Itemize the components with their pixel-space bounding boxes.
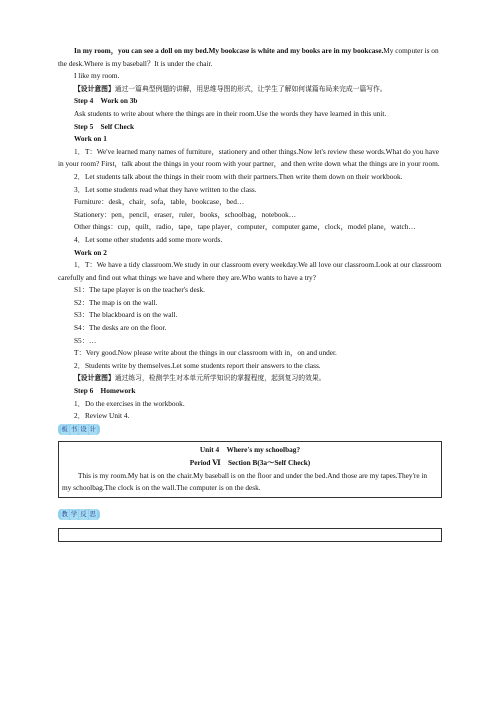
step4-text: Ask students to write about where the things are in their room.Use the words they have learned in this unit. <box>74 108 387 118</box>
reflection-heading <box>58 508 442 521</box>
work1-item: 3．Let some students read what they have written to the class. <box>74 184 257 194</box>
reflection-box[interactable] <box>58 528 442 542</box>
board-subtitle: Period Ⅵ Section B(3a～Self Check) <box>189 458 311 467</box>
board-design-box <box>58 441 442 497</box>
board-design-badge <box>58 424 100 435</box>
work2-item: 1．T：We have a tidy classroom.We study in our classroom every weekday.We all love our classroom.Look at our classroom carefully and find out what things we have and where they are.Who wants to have a try? <box>58 260 442 282</box>
design-intent-label: 【设计意图】 <box>74 84 115 93</box>
work1-item: Furniture：desk，chair，sofa，table，bookcase，bed… <box>74 197 245 207</box>
work1-item: 2．Let students talk about the things in their room with their partners.Then write them down on their workbook. <box>74 171 403 181</box>
badge-char: 教 <box>61 509 68 518</box>
design-intent-2 <box>58 372 442 385</box>
badge-char: 书 <box>70 424 78 433</box>
work1-item: 4．Let some other students add some more words. <box>74 234 223 244</box>
intro-bold-text: In my room，you can see a doll on my bed.My bookcase is white and my books are in my bookcase. <box>74 46 384 55</box>
badge-char: 计 <box>89 424 97 433</box>
work2-item: S1：The tape player is on the teacher's desk. <box>74 285 205 295</box>
step4-title: Step 4 Work on 3b <box>74 96 138 106</box>
work1-title: Work on 1 <box>74 134 107 144</box>
work1-item: Stationery：pen，pencil，eraser，ruler，books，schoolbag，notebook… <box>74 209 297 219</box>
badge-char: 板 <box>61 424 68 433</box>
work2-item: S4：The desks are on the floor. <box>74 323 167 333</box>
board-title: Unit 4 Where's my schoolbag? <box>199 445 301 455</box>
work1-item: 1．T：We've learned many names of furniture，stationery and other things.Now let's review these words.What do you have in your room? First，talk about the things in your room with your partner，and then write down what the things are in your room. <box>58 146 440 169</box>
work2-title: Work on 2 <box>74 247 107 257</box>
intro-closing: I like my room. <box>74 71 120 81</box>
work2-item: 2．Students write by themselves.Let some students report their answers to the class. <box>74 360 321 370</box>
badge-char: 反 <box>80 509 87 518</box>
homework-item: 2．Review Unit 4. <box>74 411 130 421</box>
badge-char: 学 <box>70 509 78 518</box>
work2-item: S3：The blackboard is on the wall. <box>74 310 178 320</box>
lesson-content <box>58 45 442 542</box>
design-intent-text: 通过练习，检测学生对本单元所学知识的掌握程度，起到复习的效果。 <box>114 374 326 383</box>
board-text: This is my room.My hat is on the chair.My baseball is on the floor and under the bed.And those are my tapes.They're in my schoolbag.The clock is on the wall.The computer is on the desk. <box>62 470 428 493</box>
step6-title: Step 6 Homework <box>74 386 136 396</box>
board-design-heading <box>58 423 442 436</box>
reflection-badge <box>58 509 100 520</box>
intro-text: My computer is on the desk.Where is my baseball？It is under the chair. <box>58 46 439 68</box>
work2-item: S2：The map is on the wall. <box>74 297 158 307</box>
work2-item: T：Very good.Now please write about the things in our classroom with in，on and under. <box>74 348 337 358</box>
homework-item: 1．Do the exercises in the workbook. <box>74 398 185 408</box>
badge-char: 设 <box>80 424 87 433</box>
design-intent-text: 通过一篇典型例题的讲解，用思维导图的形式，让学生了解如何谋篇布局来完成一篇写作。 <box>114 84 387 93</box>
step5-title: Step 5 Self Check <box>74 121 134 131</box>
intro-paragraph <box>58 45 442 70</box>
design-intent-1 <box>58 83 442 96</box>
badge-char: 思 <box>89 509 97 518</box>
work1-item: Other things：cup，quilt，radio，tape，tape player，computer，computer game，clock，model plane，watch… <box>74 222 416 232</box>
design-intent-label: 【设计意图】 <box>74 374 115 383</box>
work2-item: S5：… <box>74 335 97 345</box>
